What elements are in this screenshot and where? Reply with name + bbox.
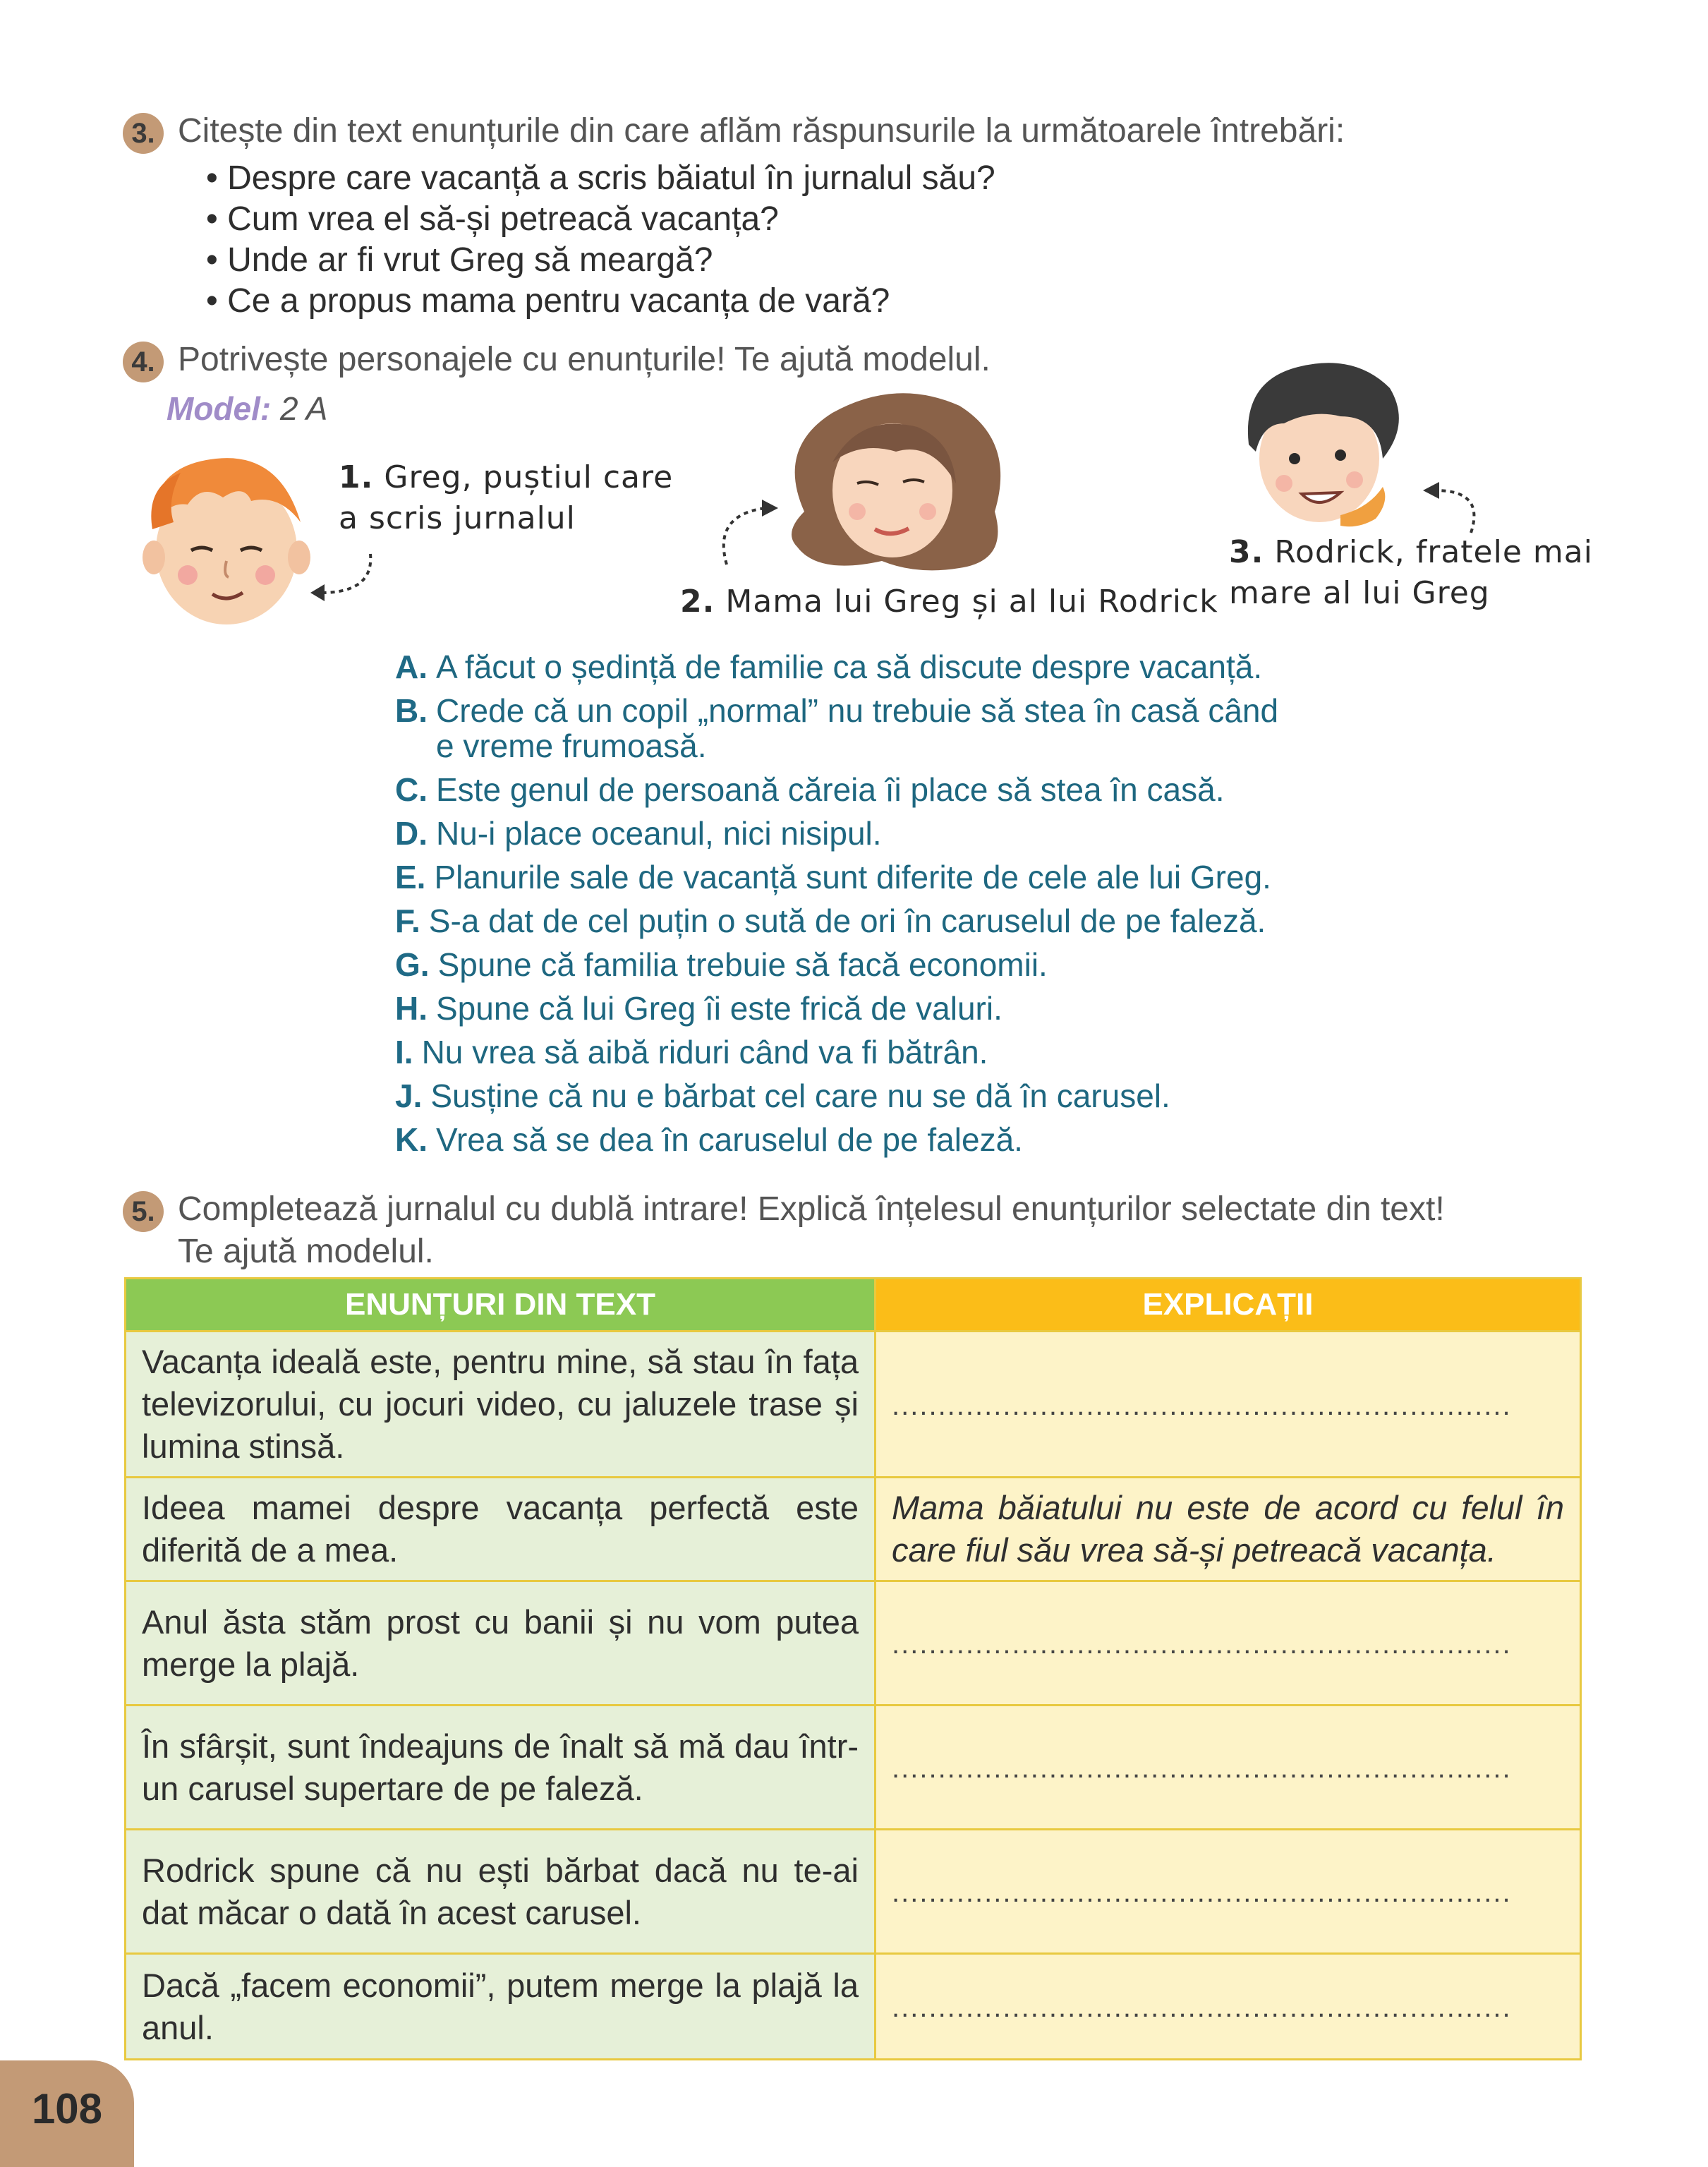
answer-line[interactable]: ................................................................... <box>892 1389 1512 1421</box>
statement-cell: Rodrick spune că nu ești bărbat dacă nu te-ai dat măcar o dată în acest carusel. <box>126 1830 876 1954</box>
statement-cell: Anul ăsta stăm prost cu banii și nu vom putea merge la plajă. <box>126 1581 876 1706</box>
character-2-number: 2. <box>680 584 715 620</box>
statement-text: Este genul de persoană căreia îi place să stea în casă. <box>436 771 1225 808</box>
statement-text: Spune că familia trebuie să facă economii. <box>437 946 1048 983</box>
statement-letter: D. <box>395 815 428 852</box>
exercise-4-badge: 4. <box>123 342 164 382</box>
arrow-to-mother <box>709 494 787 572</box>
table-row <box>126 1332 1581 1478</box>
exercise-3-questions <box>206 158 995 322</box>
arrow-to-greg <box>303 550 381 607</box>
explanation-cell[interactable] <box>876 1954 1581 2060</box>
exercise-5-prompt-line2: Te ajută modelul. <box>178 1233 434 1270</box>
statement-item <box>395 947 1278 982</box>
explanation-cell[interactable] <box>876 1581 1581 1706</box>
statement-text: Crede că un copil „normal” nu trebuie să stea în casă când <box>436 692 1279 729</box>
character-1-number: 1. <box>339 459 374 495</box>
table-row <box>126 1581 1581 1706</box>
statement-letter: K. <box>395 1121 428 1158</box>
question-item: • Despre care vacanță a scris băiatul în jurnalul său? <box>206 158 995 199</box>
page-number: 108 <box>0 2060 134 2167</box>
statement-text: Planurile sale de vacanță sunt diferite de cele ale lui Greg. <box>434 859 1271 895</box>
question-item: • Ce a propus mama pentru vacanța de vară? <box>206 281 995 322</box>
rodrick-face-illustration <box>1235 353 1418 536</box>
model-value: 2 A <box>279 390 328 427</box>
statement-item <box>395 859 1278 895</box>
character-1-line2: a scris jurnalul <box>339 500 576 536</box>
statement-cell: Dacă „facem economii”, putem merge la plajă la anul. <box>126 1954 876 2060</box>
character-2-label <box>680 581 1218 622</box>
exercise-3-badge: 3. <box>123 113 164 154</box>
statement-letter: H. <box>395 990 428 1027</box>
answer-line[interactable]: ................................................................... <box>892 1877 1512 1908</box>
explanation-cell[interactable] <box>876 1332 1581 1478</box>
statement-continuation: e vreme frumoasă. <box>436 728 707 764</box>
explanation-cell[interactable] <box>876 1830 1581 1954</box>
model-label: Model: <box>166 390 272 427</box>
statement-text: S-a dat de cel puțin o sută de ori în caruselul de pe faleză. <box>428 903 1266 939</box>
statement-cell: Ideea mamei despre vacanța perfectă este diferită de a mea. <box>126 1478 876 1581</box>
statement-item <box>395 1078 1278 1113</box>
exercise-5-prompt-line1: Completează jurnalul cu dublă intrare! Explică înțelesul enunțurilor selectate din text! <box>178 1190 1445 1228</box>
statement-letter: B. <box>395 692 428 729</box>
question-item: • Cum vrea el să-și petreacă vacanța? <box>206 199 995 240</box>
statement-letter: J. <box>395 1078 423 1114</box>
arrow-to-rodrick <box>1415 469 1492 540</box>
statement-cell: Vacanța ideală este, pentru mine, să stau în fața televizorului, cu jocuri video, cu jaluzele trase și lumina stinsă. <box>126 1332 876 1478</box>
explanation-cell <box>876 1478 1581 1581</box>
table-row <box>126 1830 1581 1954</box>
statement-item <box>395 903 1278 938</box>
column-header-statements: ENUNȚURI DIN TEXT <box>126 1279 876 1332</box>
table-row <box>126 1706 1581 1830</box>
statement-text: Spune că lui Greg îi este frică de valuri. <box>436 990 1003 1027</box>
statement-item <box>395 1034 1278 1070</box>
answer-line[interactable]: ................................................................... <box>892 1992 1512 2023</box>
statement-letter: A. <box>395 648 428 685</box>
statement-letter: F. <box>395 903 420 939</box>
character-1-label <box>339 457 673 539</box>
statement-letter: E. <box>395 859 426 895</box>
statement-letter: C. <box>395 771 428 808</box>
explanation-cell[interactable] <box>876 1706 1581 1830</box>
character-statements <box>395 649 1278 1166</box>
double-entry-journal <box>124 1277 1582 2060</box>
answer-line[interactable]: ................................................................... <box>892 1753 1512 1784</box>
character-3-number: 3. <box>1229 534 1264 570</box>
statement-text: A făcut o ședință de familie ca să discute despre vacanță. <box>436 648 1263 685</box>
column-header-explanations: EXPLICAȚII <box>876 1279 1581 1332</box>
statement-letter: I. <box>395 1034 413 1070</box>
statement-item <box>395 991 1278 1026</box>
character-3-line1: Rodrick, fratele mai <box>1274 534 1593 570</box>
statement-cell: În sfârșit, sunt îndeajuns de înalt să mă dau într-un carusel supertare de pe faleză. <box>126 1706 876 1830</box>
table-row <box>126 1954 1581 2060</box>
mother-face-illustration <box>776 385 1016 575</box>
question-item: • Unde ar fi vrut Greg să meargă? <box>206 240 995 281</box>
statement-text: Vrea să se dea în caruselul de pe faleză. <box>436 1121 1023 1158</box>
model-explanation: Mama băiatului nu este de acord cu felul în care fiul său vrea să-și petreacă vacanța. <box>892 1489 1564 1569</box>
character-3-line2: mare al lui Greg <box>1229 575 1490 611</box>
character-1-line1: Greg, puștiul care <box>384 459 674 495</box>
statement-item <box>395 816 1278 851</box>
statement-item <box>395 693 1278 763</box>
character-3-label <box>1229 532 1593 614</box>
answer-line[interactable]: ................................................................... <box>892 1629 1512 1660</box>
exercise-4-prompt: Potrivește personajele cu enunțurile! Te ajută modelul. <box>178 341 991 378</box>
statement-text: Nu vrea să aibă riduri când va fi bătrân. <box>421 1034 988 1070</box>
statement-item <box>395 649 1278 684</box>
statement-letter: G. <box>395 946 430 983</box>
exercise-5-badge: 5. <box>123 1191 164 1232</box>
greg-face-illustration <box>138 445 315 628</box>
statement-text: Susține că nu e bărbat cel care nu se dă în carusel. <box>430 1078 1170 1114</box>
model-example <box>166 390 327 428</box>
exercise-3-prompt: Citește din text enunțurile din care aflăm răspunsurile la următoarele întrebări: <box>178 112 1345 150</box>
character-2-line1: Mama lui Greg și al lui Rodrick <box>725 584 1218 620</box>
statement-item <box>395 772 1278 807</box>
statement-item <box>395 1122 1278 1157</box>
statement-text: Nu-i place oceanul, nici nisipul. <box>436 815 882 852</box>
table-row <box>126 1478 1581 1581</box>
